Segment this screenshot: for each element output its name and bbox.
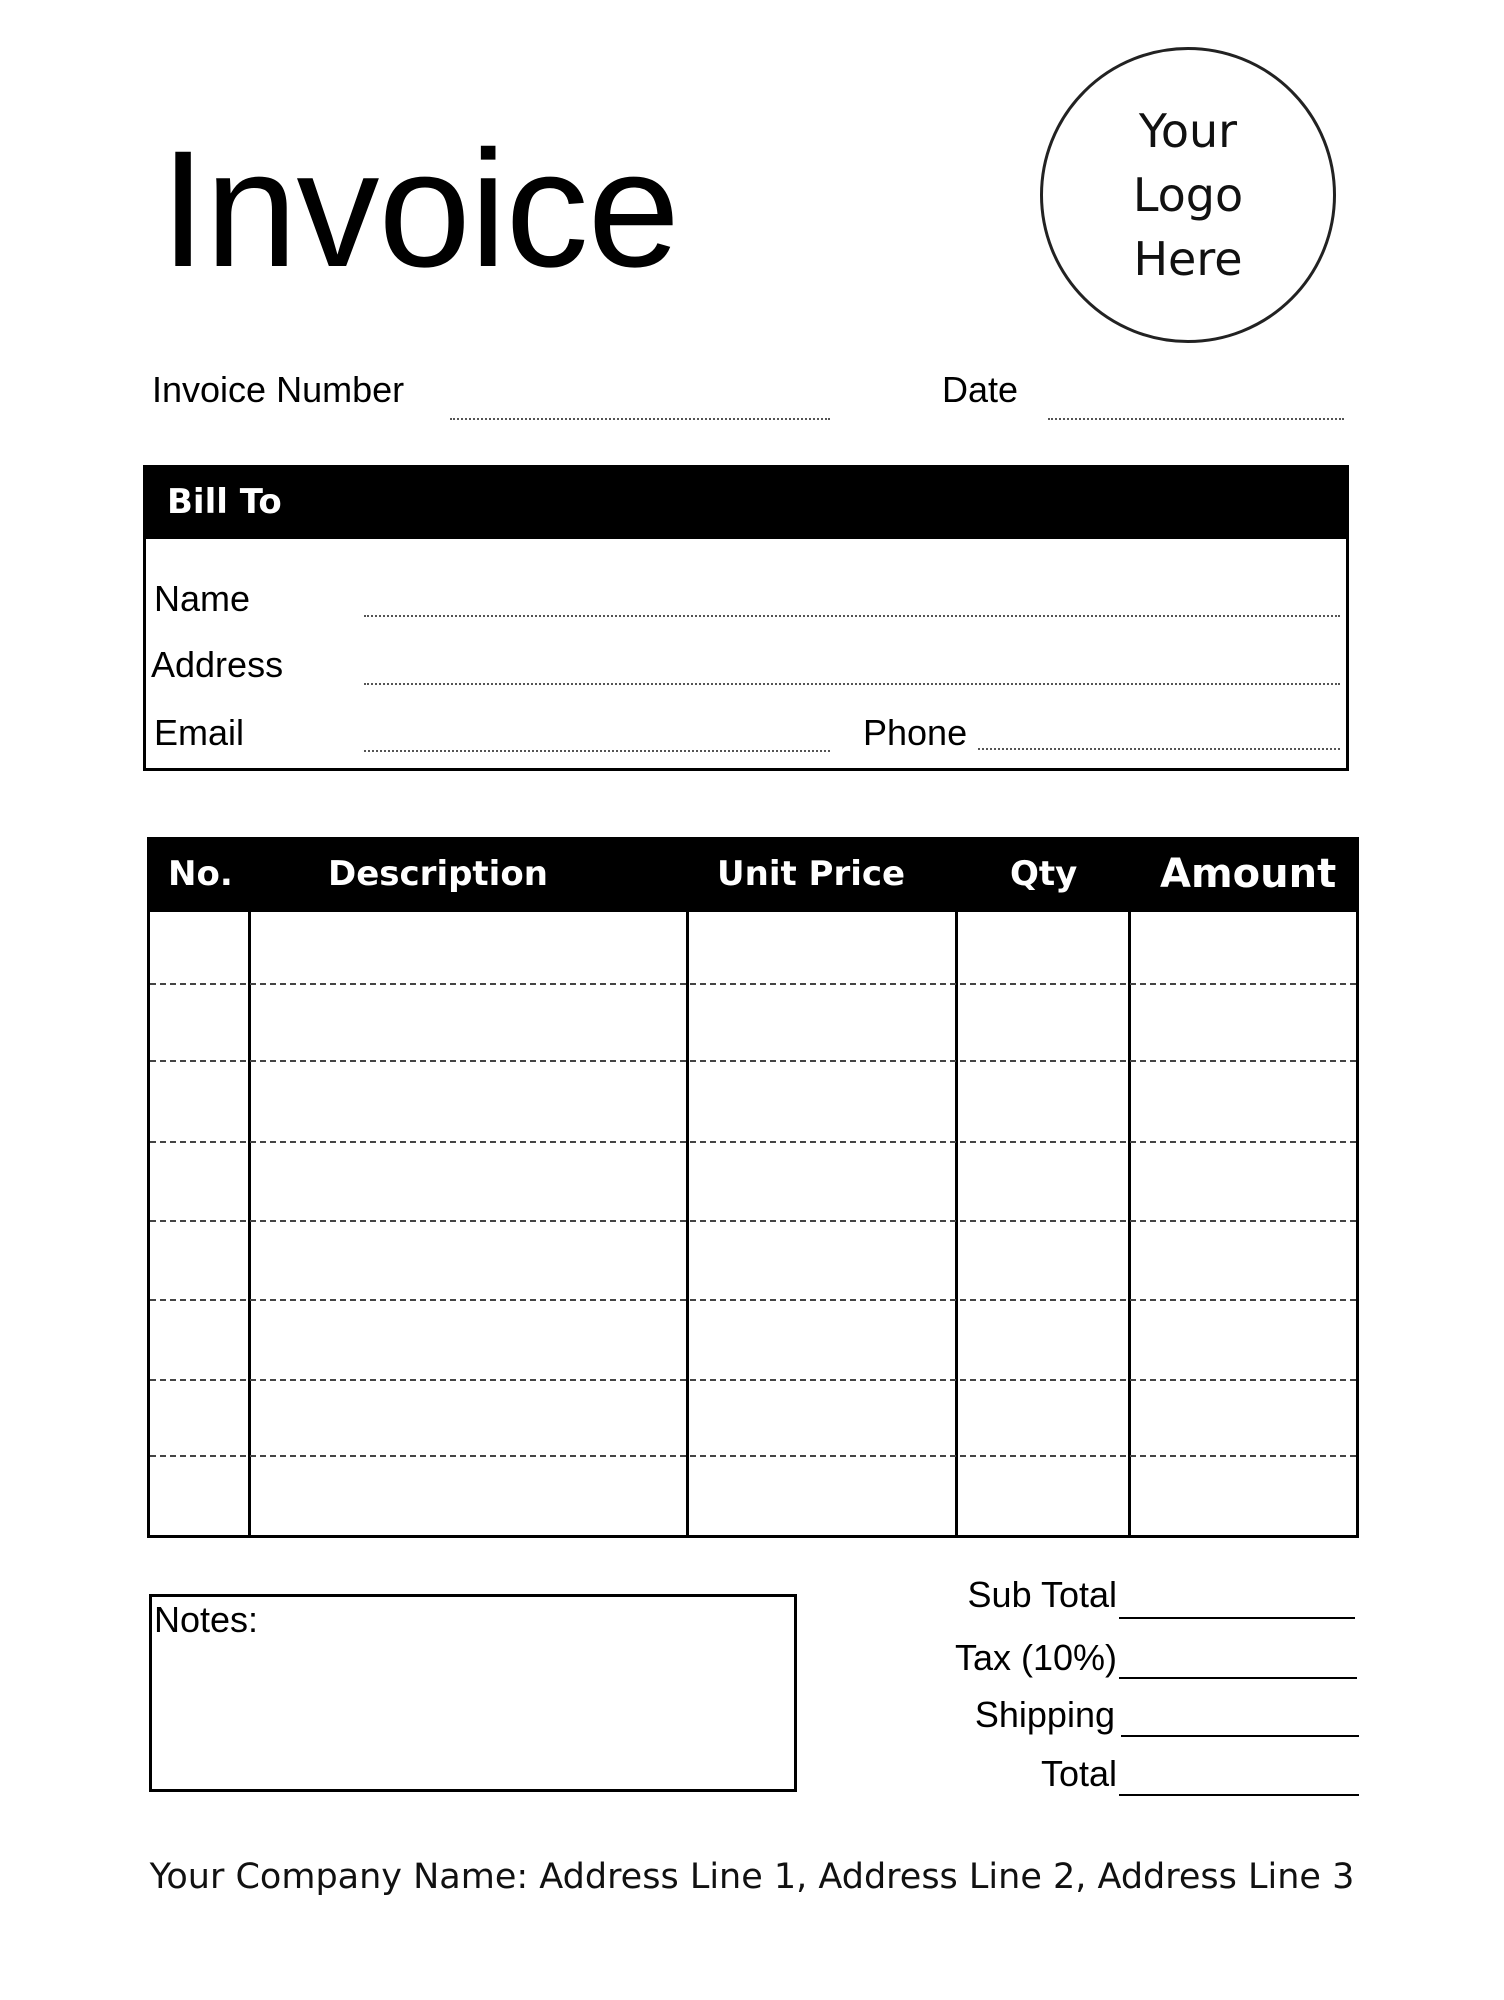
column-divider bbox=[955, 912, 958, 1538]
header-description: Description bbox=[328, 854, 548, 894]
notes-label: Notes: bbox=[154, 1599, 259, 1640]
shipping-label: Shipping bbox=[974, 1694, 1115, 1735]
name-label: Name bbox=[154, 578, 251, 619]
tax-label: Tax (10%) bbox=[954, 1637, 1117, 1678]
total-label: Total bbox=[1040, 1753, 1117, 1794]
total-field[interactable] bbox=[1119, 1794, 1359, 1796]
column-divider bbox=[686, 912, 689, 1538]
email-label: Email bbox=[154, 712, 245, 753]
address-field[interactable] bbox=[364, 683, 1340, 685]
bill-to-heading: Bill To bbox=[143, 465, 1349, 539]
header-amount: Amount bbox=[1160, 851, 1337, 897]
address-label: Address bbox=[151, 644, 284, 685]
header-no: No. bbox=[168, 854, 233, 894]
invoice-number-field[interactable] bbox=[450, 418, 830, 420]
date-field[interactable] bbox=[1048, 418, 1344, 420]
logo-placeholder bbox=[1040, 47, 1336, 343]
tax-field[interactable] bbox=[1119, 1677, 1357, 1679]
row-divider bbox=[150, 1379, 1356, 1381]
items-table-body bbox=[147, 912, 1359, 1538]
name-field[interactable] bbox=[364, 615, 1340, 617]
subtotal-label: Sub Total bbox=[967, 1574, 1117, 1615]
invoice-number-label: Invoice Number bbox=[152, 369, 405, 410]
logo-line-1: Your bbox=[1138, 104, 1238, 158]
header-qty: Qty bbox=[1010, 854, 1078, 894]
row-divider bbox=[150, 983, 1356, 985]
logo-line-3: Here bbox=[1133, 232, 1243, 286]
subtotal-field[interactable] bbox=[1119, 1617, 1355, 1619]
column-divider bbox=[248, 912, 251, 1538]
shipping-field[interactable] bbox=[1121, 1735, 1359, 1737]
email-field[interactable] bbox=[364, 750, 830, 752]
row-divider bbox=[150, 1060, 1356, 1062]
logo-line-2: Logo bbox=[1132, 168, 1244, 222]
invoice-title: Invoice bbox=[160, 117, 679, 302]
header-unit-price: Unit Price bbox=[717, 854, 906, 894]
column-divider bbox=[1128, 912, 1131, 1538]
date-label: Date bbox=[942, 369, 1019, 410]
phone-field[interactable] bbox=[978, 748, 1340, 750]
row-divider bbox=[150, 1455, 1356, 1457]
company-footer: Your Company Name: Address Line 1, Address Line 2, Address Line 3 bbox=[149, 1857, 1355, 1897]
row-divider bbox=[150, 1299, 1356, 1301]
row-divider bbox=[150, 1220, 1356, 1222]
phone-label: Phone bbox=[863, 712, 968, 753]
row-divider bbox=[150, 1141, 1356, 1143]
